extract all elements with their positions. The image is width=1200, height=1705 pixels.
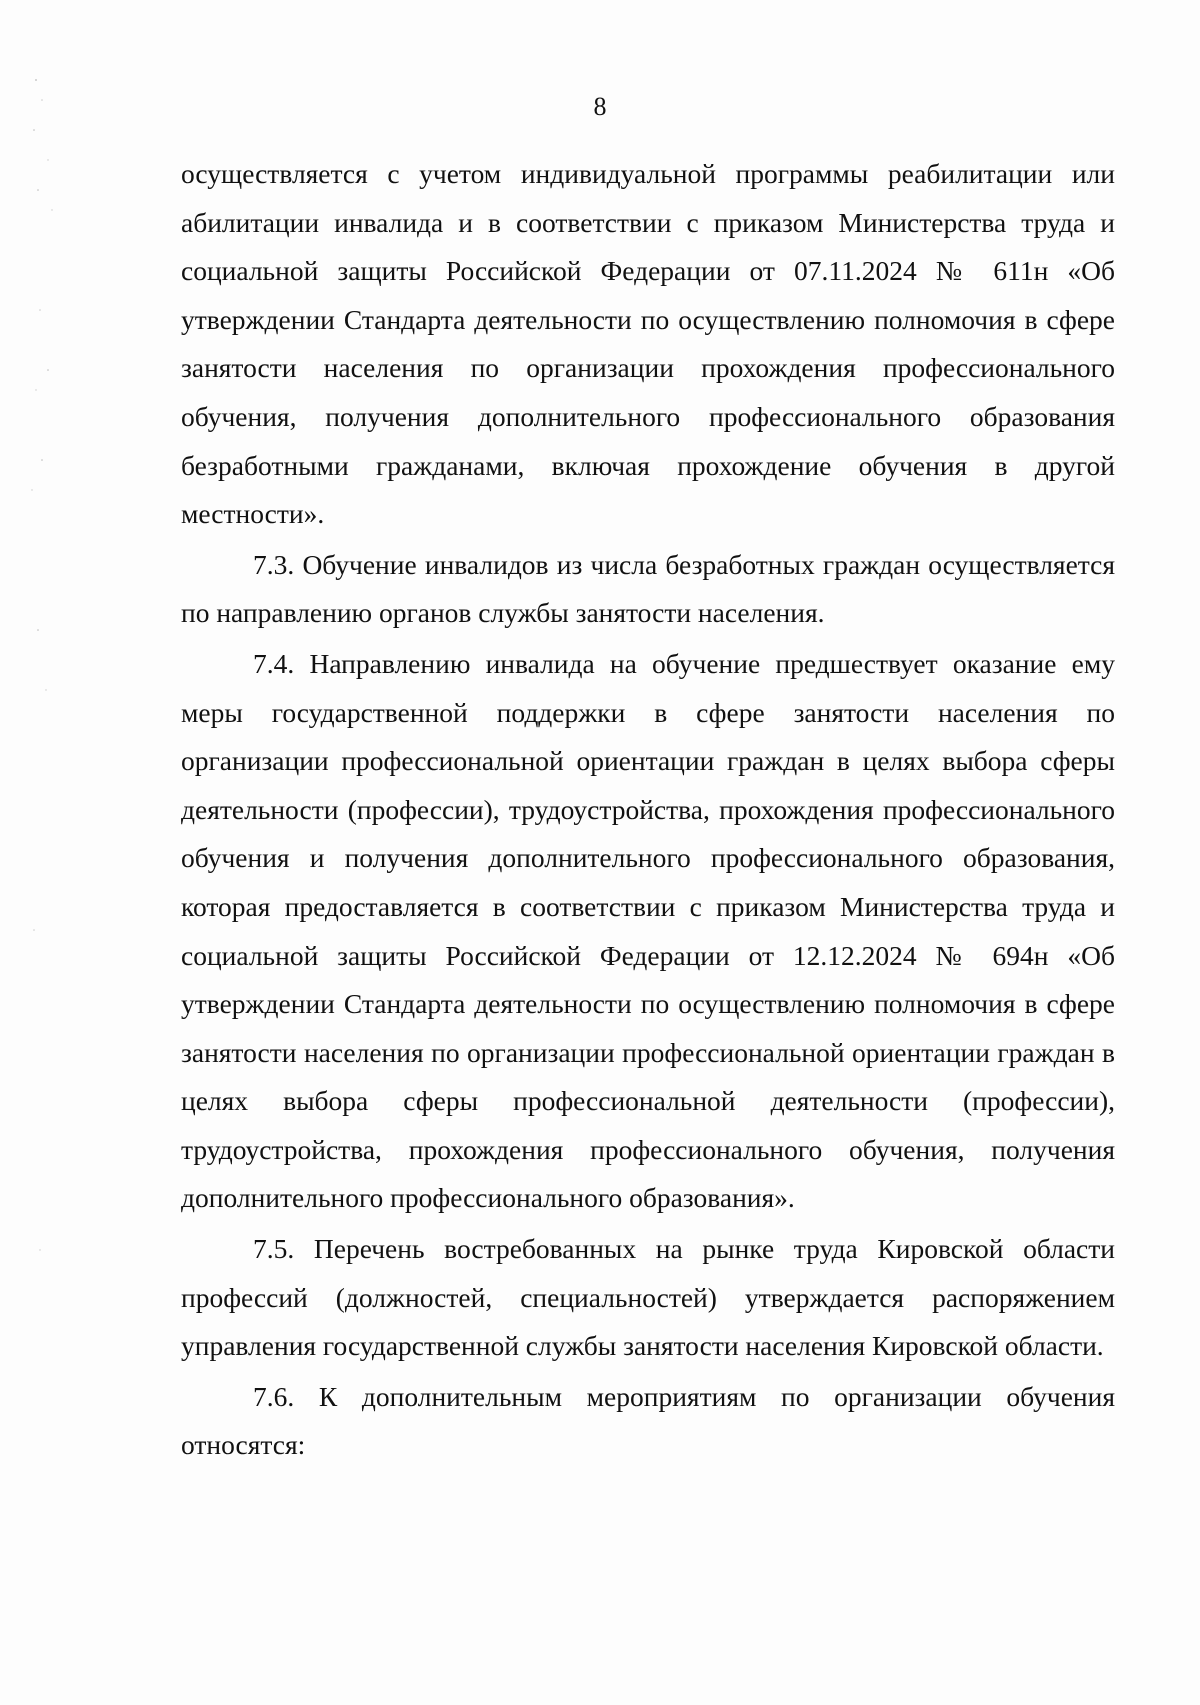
paragraph-continuation: осуществляется с учетом индивидуальной программы реабилитации или абилитации инвалида и в соответствии с приказом Министерства труда и социальной защиты Российской Федерации от 07.11.2024 № 611н «Об утверждении Стандарта деятельности по осуществлению полномочия в сфере занятости населения по организации прохождения профессионального обучения, получения дополнительного профессионального образования безработными гражданами, включая прохождение обучения в другой местности». <box>181 158 1115 530</box>
paragraph-7-6: 7.6. К дополнительным мероприятиям по организации обучения относятся: <box>181 1380 1115 1461</box>
paragraph-7-5: 7.5. Перечень востребованных на рынке труда Кировской области профессий (должностей, специальностей) утверждается распоряжением управления государственной службы занятости населения Кировской области. <box>181 1233 1115 1362</box>
scan-margin-noise <box>28 70 78 1570</box>
page-number: 8 <box>593 92 607 121</box>
paragraph-7-3: 7.3. Обучение инвалидов из числа безработных граждан осуществляется по направлению органов службы занятости населения. <box>181 548 1115 629</box>
paragraph-7-4: 7.4. Направлению инвалида на обучение предшествует оказание ему меры государственной поддержки в сфере занятости населения по организации профессиональной ориентации граждан в целях выбора сферы деятельности (профессии), трудоустройства, прохождения профессионального обучения и получения дополнительного профессионального образования, которая предоставляется в соответствии с приказом Министерства труда и социальной защиты Российской Федерации от 12.12.2024 № 694н «Об утверждении Стандарта деятельности по осуществлению полномочия в сфере занятости населения по организации профессиональной ориентации граждан в целях выбора сферы профессиональной деятельности (профессии), трудоустройства, прохождения профессионального обучения, получения дополнительного профессионального образования». <box>181 647 1115 1214</box>
document-body <box>181 150 1115 1472</box>
